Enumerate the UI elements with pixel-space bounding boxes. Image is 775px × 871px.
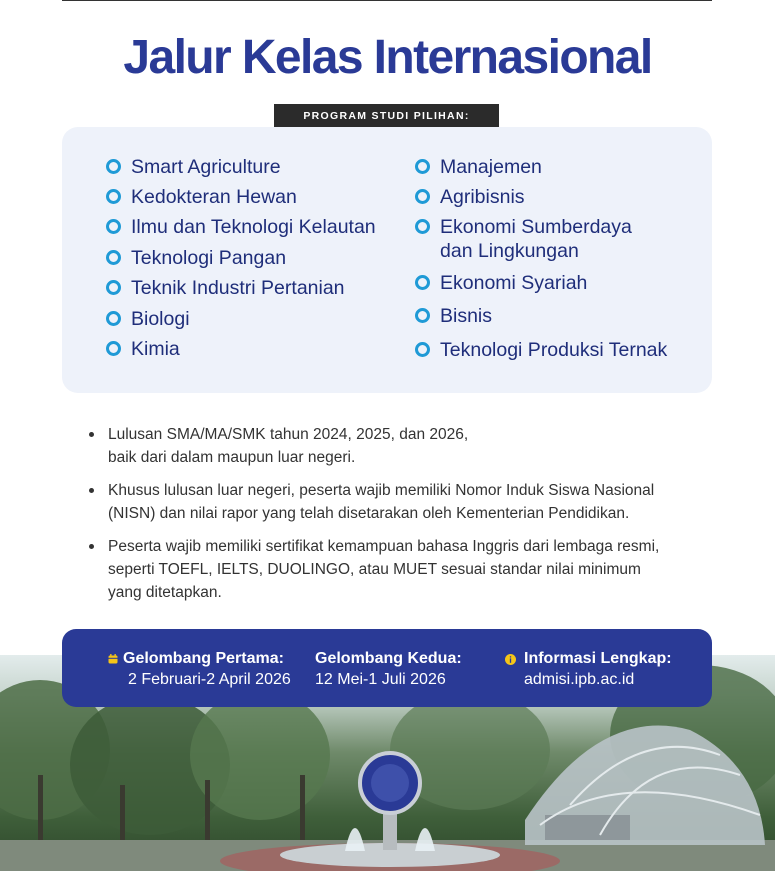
bullet-icon: [89, 432, 94, 437]
program-item: Ilmu dan Teknologi Kelautan: [106, 215, 376, 246]
program-item: Agribisnis: [415, 185, 715, 215]
programs-label: PROGRAM STUDI PILIHAN:: [274, 104, 499, 128]
requirement-item: Peserta wajib memiliki sertifikat kemampuan bahasa Inggris dari lembaga resmi, seperti TOEFL, IELTS, DUOLINGO, atau MUET sesuai standar nilai minimum yang ditetapkan.: [86, 535, 706, 604]
circle-bullet-icon: [106, 159, 121, 174]
circle-bullet-icon: [106, 341, 121, 356]
program-item: Smart Agriculture: [106, 155, 376, 185]
info-block: [505, 649, 672, 691]
programs-left-column: [106, 155, 376, 367]
program-item: Ekonomi Syariah: [415, 271, 715, 304]
circle-bullet-icon: [106, 219, 121, 234]
circle-bullet-icon: [415, 189, 430, 204]
top-divider: [62, 0, 712, 1]
bullet-icon: [89, 488, 94, 493]
schedule-banner: [62, 629, 712, 707]
program-item: Bisnis: [415, 304, 715, 338]
circle-bullet-icon: [106, 250, 121, 265]
circle-bullet-icon: [415, 219, 430, 234]
program-item: Teknologi Produksi Ternak: [415, 338, 715, 368]
requirement-item: Khusus lulusan luar negeri, peserta wajib memiliki Nomor Induk Siswa Nasional (NISN) dan nilai rapor yang telah disetarakan oleh Kementerian Pendidikan.: [86, 479, 706, 525]
circle-bullet-icon: [106, 189, 121, 204]
program-item: Ekonomi Sumberdaya dan Lingkungan: [415, 215, 715, 271]
program-item: Kimia: [106, 337, 376, 367]
wave2-block: [315, 649, 462, 691]
program-item: Manajemen: [415, 155, 715, 185]
circle-bullet-icon: [106, 280, 121, 295]
requirement-item: Lulusan SMA/MA/SMK tahun 2024, 2025, dan 2026, baik dari dalam maupun luar negeri.: [86, 423, 706, 469]
wave1-label: Gelombang Pertama:: [123, 650, 284, 667]
page-title: Jalur Kelas Internasional: [123, 31, 652, 84]
wave2-dates: 12 Mei-1 Juli 2026: [315, 671, 446, 688]
info-icon: [505, 654, 516, 665]
circle-bullet-icon: [106, 311, 121, 326]
program-item: Teknologi Pangan: [106, 246, 376, 276]
program-item: Teknik Industri Pertanian: [106, 276, 376, 307]
program-item: Biologi: [106, 307, 376, 337]
info-url: admisi.ipb.ac.id: [524, 671, 635, 688]
wave2-label: Gelombang Kedua:: [315, 650, 462, 667]
requirements-list: [86, 423, 706, 614]
circle-bullet-icon: [415, 342, 430, 357]
bullet-icon: [89, 544, 94, 549]
circle-bullet-icon: [415, 159, 430, 174]
info-label: Informasi Lengkap:: [524, 650, 672, 667]
circle-bullet-icon: [415, 275, 430, 290]
wave1-dates: 2 Februari-2 April 2026: [128, 671, 291, 688]
circle-bullet-icon: [415, 308, 430, 323]
calendar-icon: [108, 654, 118, 664]
programs-right-column: [415, 155, 715, 368]
program-item: Kedokteran Hewan: [106, 185, 376, 215]
wave1-block: [108, 649, 291, 691]
